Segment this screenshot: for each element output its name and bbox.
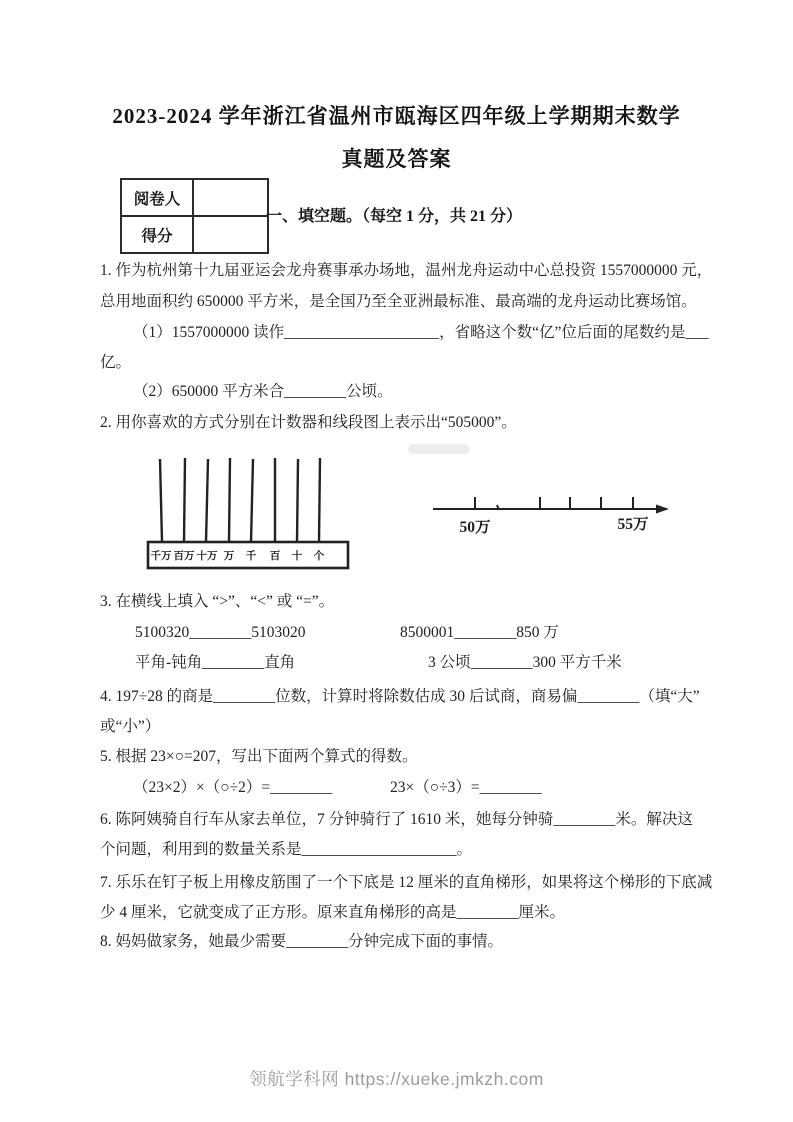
footer-watermark: 领航学科网 https://xueke.jmkzh.com xyxy=(249,1069,544,1089)
question-5-expr-1: （23×2）×（○÷2）=________ xyxy=(133,779,333,796)
question-3-pair1-left: 5100320________5103020 xyxy=(135,624,306,641)
page-title-line2: 真题及答案 xyxy=(341,147,452,171)
question-1-line-2: 总用地面积约 650000 平方米，是全国乃至全亚洲最标准、最高端的龙舟运动比赛场馆。 xyxy=(100,293,697,310)
arrowhead-icon xyxy=(656,505,669,514)
question-5-text: 5. 根据 23×○=207，写出下面两个算式的得数。 xyxy=(100,748,418,765)
counter-label: 百 xyxy=(269,551,281,562)
page-title-line1: 2023-2024 学年浙江省温州市瓯海区四年级上学期期末数学 xyxy=(112,104,681,128)
number-line-label-right: 55万 xyxy=(617,516,649,533)
question-1-sub-1: （1）1557000000 读作____________________，省略这个数“亿”位后面的尾数约是___ xyxy=(133,324,709,341)
grader-score-value-cell xyxy=(194,217,267,252)
question-3-pair2-right: 3 公顷________300 平方千米 xyxy=(428,654,622,671)
counter-label: 千 xyxy=(245,551,257,562)
section-heading-fill-blanks: 一、填空题。（每空 1 分，共 21 分） xyxy=(266,208,523,225)
scan-smudge xyxy=(408,444,470,454)
question-4-line-2: 或“小”） xyxy=(100,718,161,735)
number-line-label-left: 50万 xyxy=(459,519,491,536)
question-1-line-1: 1. 作为杭州第十九届亚运会龙舟赛事承办场地，温州龙舟运动中心总投资 1557000000 元， xyxy=(100,262,713,279)
grader-score-label: 得分 xyxy=(122,217,194,252)
counter-label: 万 xyxy=(223,551,235,562)
question-6-line-1: 6. 陈阿姨骑自行车从家去单位，7 分钟骑行了 1610 米，她每分钟骑________米。解决这 xyxy=(100,811,693,828)
grader-reviewer-label: 阅卷人 xyxy=(122,180,194,215)
question-6-line-2: 个问题，利用到的数量关系是____________________。 xyxy=(100,841,473,858)
counter-label: 个 xyxy=(313,551,325,562)
question-7-line-1: 7. 乐乐在钉子板上用橡皮筋围了一个下底是 12 厘米的直角梯形，如果将这个梯形的下底减 xyxy=(100,874,713,891)
question-3-pair1-right: 8500001________850 万 xyxy=(400,624,559,641)
question-7-line-2: 少 4 厘米，它就变成了正方形。原来直角梯形的高是________厘米。 xyxy=(100,904,566,921)
counter-label: 十万 xyxy=(196,551,218,562)
counter-label: 百万 xyxy=(173,551,195,562)
question-5-expr-2: 23×（○÷3）=________ xyxy=(390,779,542,796)
counter-label: 十 xyxy=(291,551,303,562)
counter-diagram xyxy=(141,452,356,572)
grader-row-reviewer xyxy=(122,180,267,215)
question-1-sub-1-cont: 亿。 xyxy=(100,354,132,371)
counter-labels xyxy=(151,549,325,562)
number-line-diagram xyxy=(428,483,678,541)
grader-row-score xyxy=(122,215,267,252)
grader-reviewer-value-cell xyxy=(194,180,267,215)
grader-table xyxy=(120,178,269,254)
question-1-sub-2: （2）650000 平方米合________公顷。 xyxy=(133,383,393,400)
question-3-text: 3. 在横线上填入 “>”、“<” 或 “=”。 xyxy=(100,593,335,610)
question-8-text: 8. 妈妈做家务，她最少需要________分钟完成下面的事情。 xyxy=(100,933,504,950)
question-4-line-1: 4. 197÷28 的商是________位数，计算时将除数估成 30 后试商，商易偏________（填“大” xyxy=(100,688,700,705)
question-2-text: 2. 用你喜欢的方式分别在计数器和线段图上表示出“505000”。 xyxy=(100,414,517,431)
question-3-pair2-left: 平角-钝角________直角 xyxy=(135,654,296,671)
counter-label: 千万 xyxy=(150,551,172,562)
counter-rods xyxy=(160,458,320,542)
